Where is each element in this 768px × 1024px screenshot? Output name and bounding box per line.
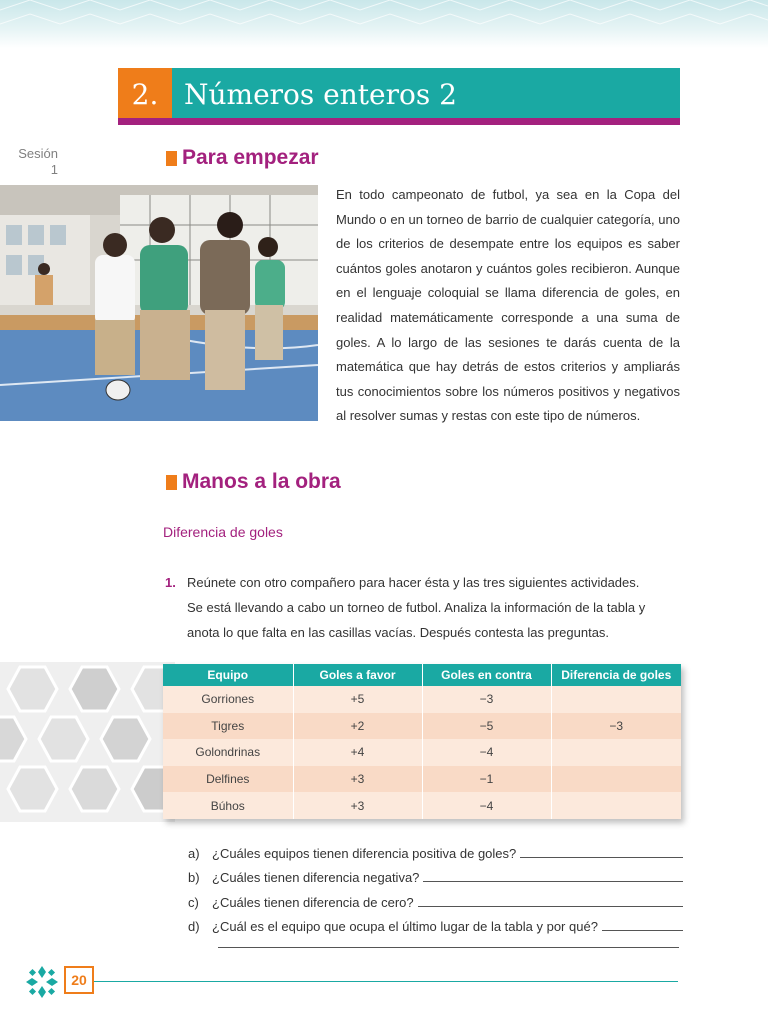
intro-paragraph: En todo campeonato de futbol, ya sea en la Copa del Mundo o en un torneo de barrio de cualquier categoría, uno de los criterios de desempate entre los equipos es saber cuántos goles anotaron y cuántos goles recibieron. Aunque en el lenguaje coloquial se llama diferencia de goles, en realidad matemáticamente corresponde a una suma de goles. A lo largo de las sesiones te darás cuenta de la matemática que hay detrás de estos criterios y ampliarás tus conocimientos sobre los números positivos y negativos al resolver sumas y restas con este tipo de números. [336,187,680,424]
cell-team: Gorriones [163,686,293,713]
header-diferencia: Diferencia de goles [551,664,681,686]
title-underline [118,118,680,125]
table-row [163,713,681,740]
question-letter: c) [188,894,199,910]
cell-goals-for: +5 [293,686,422,713]
question-letter: b) [188,870,200,885]
answer-line-d[interactable] [602,930,683,931]
activity-line: Se está llevando a cabo un torneo de futbol. Analiza la información de la tabla y [187,600,646,615]
header-equipo: Equipo [163,664,293,686]
cell-difference[interactable] [551,792,681,819]
activity-1 [165,570,685,645]
soccer-photo [0,185,318,421]
hexagon-pattern-icon [0,662,175,822]
session-number: 1 [50,162,58,177]
table-row [163,739,681,766]
cell-goals-against: −4 [422,792,551,819]
heading-square-icon [166,475,177,490]
cell-goals-against: −5 [422,713,551,740]
question-text: ¿Cuál es el equipo que ocupa el último lugar de la tabla y por qué? [212,919,598,934]
question-text: ¿Cuáles equipos tienen diferencia positiva de goles? [212,845,517,861]
answer-line-b[interactable] [423,881,683,882]
table-row [163,792,681,819]
table-header-row [163,664,681,686]
answer-line-a[interactable] [520,857,683,858]
lesson-title-bar [118,68,680,120]
girls-playing-soccer-photo [0,185,318,421]
goals-table-grid [163,664,681,819]
cell-team: Búhos [163,792,293,819]
question-text: ¿Cuáles tienen diferencia negativa? [212,870,420,885]
cell-difference[interactable] [551,739,681,766]
header-goles-a-favor: Goles a favor [293,664,422,686]
answer-line-d-continued[interactable] [218,947,679,948]
lesson-number: 2. [118,68,172,120]
activity-line: anota lo que falta en las casillas vacías. Después contesta las preguntas. [187,625,610,640]
sub-heading-diferencia: Diferencia de goles [163,524,283,540]
top-decorative-band [0,0,768,48]
activity-instructions [165,570,685,645]
activity-number: 1. [165,575,176,590]
cell-goals-against: −1 [422,766,551,793]
lesson-title: Números enteros 2 [184,77,457,111]
cell-goals-for: +3 [293,766,422,793]
question-letter: d) [188,919,200,934]
heading-square-icon [166,151,177,166]
page-number: 20 [64,966,94,994]
question-letter: a) [188,845,200,861]
cell-goals-for: +4 [293,739,422,766]
footer-line [94,981,678,982]
cell-difference: −3 [551,713,681,740]
cell-goals-for: +3 [293,792,422,819]
question-d [188,910,683,935]
cell-difference[interactable] [551,766,681,793]
question-c [188,885,683,910]
goals-table [163,664,681,819]
band-pattern [0,0,768,48]
table-row [163,766,681,793]
cell-goals-against: −4 [422,739,551,766]
header-goles-en-contra: Goles en contra [422,664,551,686]
cell-team: Delfines [163,766,293,793]
cell-goals-for: +2 [293,713,422,740]
questions-list [188,836,683,934]
logo-pattern-icon [24,964,60,1000]
cell-difference[interactable] [551,686,681,713]
decorative-logo-icon [24,964,60,1000]
question-text: ¿Cuáles tienen diferencia de cero? [212,894,414,910]
section-heading-text: Para empezar [182,146,319,169]
section-heading-text: Manos a la obra [182,470,341,493]
cell-team: Tigres [163,713,293,740]
answer-line-c[interactable] [418,906,683,907]
hexagon-pattern-decoration [0,662,175,822]
activity-line: Reúnete con otro compañero para hacer ésta y las tres siguientes actividades. [187,575,640,590]
cell-goals-against: −3 [422,686,551,713]
question-a [188,836,683,861]
section-heading-manos-a-la-obra [166,470,341,494]
cell-team: Golondrinas [163,739,293,766]
session-label [18,146,58,178]
session-text: Sesión [18,146,58,161]
table-row [163,686,681,713]
question-b [188,861,683,886]
section-heading-para-empezar [166,146,319,170]
